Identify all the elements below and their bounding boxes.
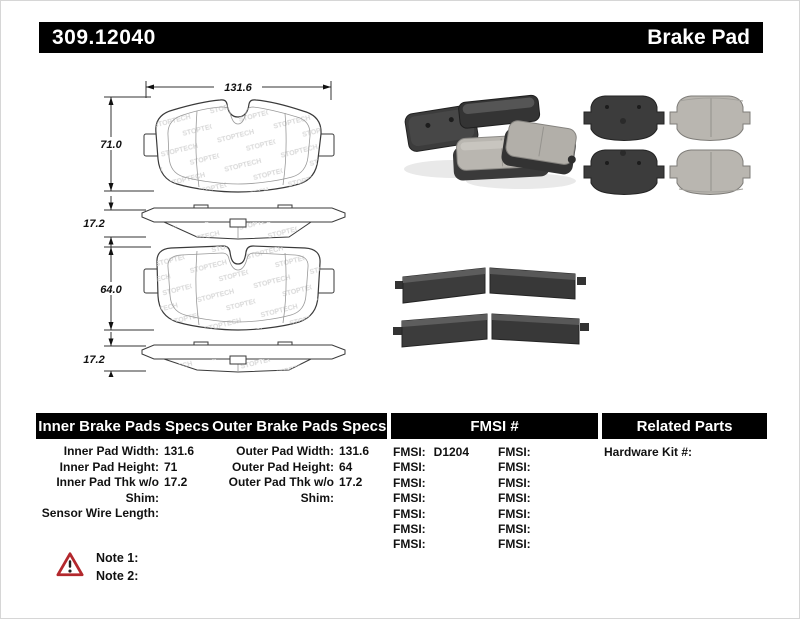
note-label: Note 2: [96, 569, 139, 583]
spec-value: 131.6 [339, 444, 370, 458]
fmsi-label: FMSI: [393, 460, 426, 475]
table-row [393, 476, 469, 491]
fmsi-table-col2 [498, 445, 539, 553]
product-photo-edge [393, 259, 591, 357]
table-row [199, 444, 369, 460]
spec-label: Inner Pad Thk w/o Shim: [56, 475, 159, 505]
table-row [498, 507, 539, 522]
table-row [36, 460, 194, 476]
spec-value: 131.6 [164, 444, 195, 458]
fmsi-label: FMSI: [393, 491, 426, 506]
fmsi-label: FMSI: [393, 445, 426, 459]
table-row [199, 475, 369, 506]
spec-label: Sensor Wire Length: [41, 506, 159, 520]
fmsi-label: FMSI: [393, 522, 426, 537]
spec-label: Outer Pad Width: [236, 444, 334, 458]
table-row [36, 444, 194, 460]
table-row [393, 445, 469, 460]
fmsi-label: FMSI: [498, 445, 531, 459]
table-row [393, 507, 469, 522]
related-parts-header-bar [602, 413, 767, 439]
spec-label: Outer Pad Thk w/o Shim: [228, 475, 334, 505]
notes-section [96, 549, 144, 585]
dim-label-inner-height: 71.0 [100, 139, 122, 151]
fmsi-title: FMSI # [470, 417, 519, 435]
table-row [498, 460, 539, 475]
table-row [36, 506, 194, 522]
outer-pad-side-view [142, 342, 345, 372]
dim-label-inner-thickness: 17.2 [83, 218, 105, 230]
dim-label-outer-height: 64.0 [100, 284, 122, 296]
table-row [199, 460, 369, 476]
spec-value: 17.2 [339, 475, 363, 489]
specs-header-bar [36, 413, 387, 439]
table-row [393, 491, 469, 506]
note-label: Note 1: [96, 551, 139, 565]
fmsi-label: FMSI: [393, 506, 426, 521]
related-label: Hardware Kit #: [604, 445, 693, 459]
inner-pad-front-view [144, 100, 334, 192]
fmsi-label: FMSI: [498, 506, 531, 521]
fmsi-label: FMSI: [498, 491, 531, 506]
product-photo-angled [396, 89, 581, 194]
table-row [393, 522, 469, 537]
outer-specs-table [199, 444, 369, 506]
fmsi-label: FMSI: [393, 475, 426, 490]
pad-back-bottom [584, 150, 664, 195]
spec-value: 71 [164, 459, 178, 474]
dimension-inner-thickness [83, 196, 146, 251]
related-parts-table [604, 445, 692, 460]
inner-specs-table [36, 444, 194, 522]
edge-pair-bottom [393, 314, 589, 347]
table-row [393, 460, 469, 475]
table-row [498, 491, 539, 506]
fmsi-label: FMSI: [393, 537, 426, 552]
product-type-title: Brake Pad [647, 25, 750, 49]
spec-label: Inner Pad Width: [63, 444, 159, 458]
part-number: 309.12040 [52, 25, 156, 49]
dimension-inner-width [146, 80, 331, 100]
note-row [96, 549, 144, 567]
edge-pair-top [395, 268, 586, 303]
inner-specs-title: Inner Brake Pads Specs [38, 417, 210, 435]
fmsi-label: FMSI: [498, 475, 531, 490]
inner-pad-side-view [142, 205, 345, 239]
table-row [498, 476, 539, 491]
related-parts-title: Related Parts [636, 417, 733, 435]
table-row [498, 522, 539, 537]
spec-label: Inner Pad Height: [59, 459, 159, 474]
fmsi-label: FMSI: [498, 460, 531, 475]
table-row [498, 537, 539, 552]
outer-specs-title: Outer Brake Pads Specs [212, 417, 387, 435]
pad-front-bottom [670, 150, 750, 195]
spec-value: 17.2 [164, 475, 188, 489]
fmsi-label: FMSI: [498, 522, 531, 537]
product-photo-grid [581, 89, 753, 199]
spec-label: Outer Pad Height: [231, 459, 334, 474]
table-row [498, 445, 539, 460]
fmsi-table-col1 [393, 445, 469, 553]
technical-drawing [61, 73, 361, 378]
dim-label-outer-thickness: 17.2 [83, 354, 105, 366]
dim-label-inner-width: 131.6 [224, 82, 252, 94]
fmsi-header-bar [391, 413, 598, 439]
pad-front-top [670, 96, 750, 141]
outer-pad-front-view [144, 246, 334, 330]
spec-value: 64 [339, 459, 353, 474]
table-row [393, 537, 469, 552]
dimension-outer-thickness [83, 332, 146, 377]
fmsi-value: D1204 [433, 445, 470, 459]
warning-triangle-icon [56, 551, 84, 578]
table-row [36, 475, 194, 506]
fmsi-label: FMSI: [498, 537, 531, 552]
note-row [96, 567, 144, 585]
pad-back-top [584, 96, 664, 141]
table-row [604, 445, 692, 460]
header-bar [39, 22, 763, 53]
